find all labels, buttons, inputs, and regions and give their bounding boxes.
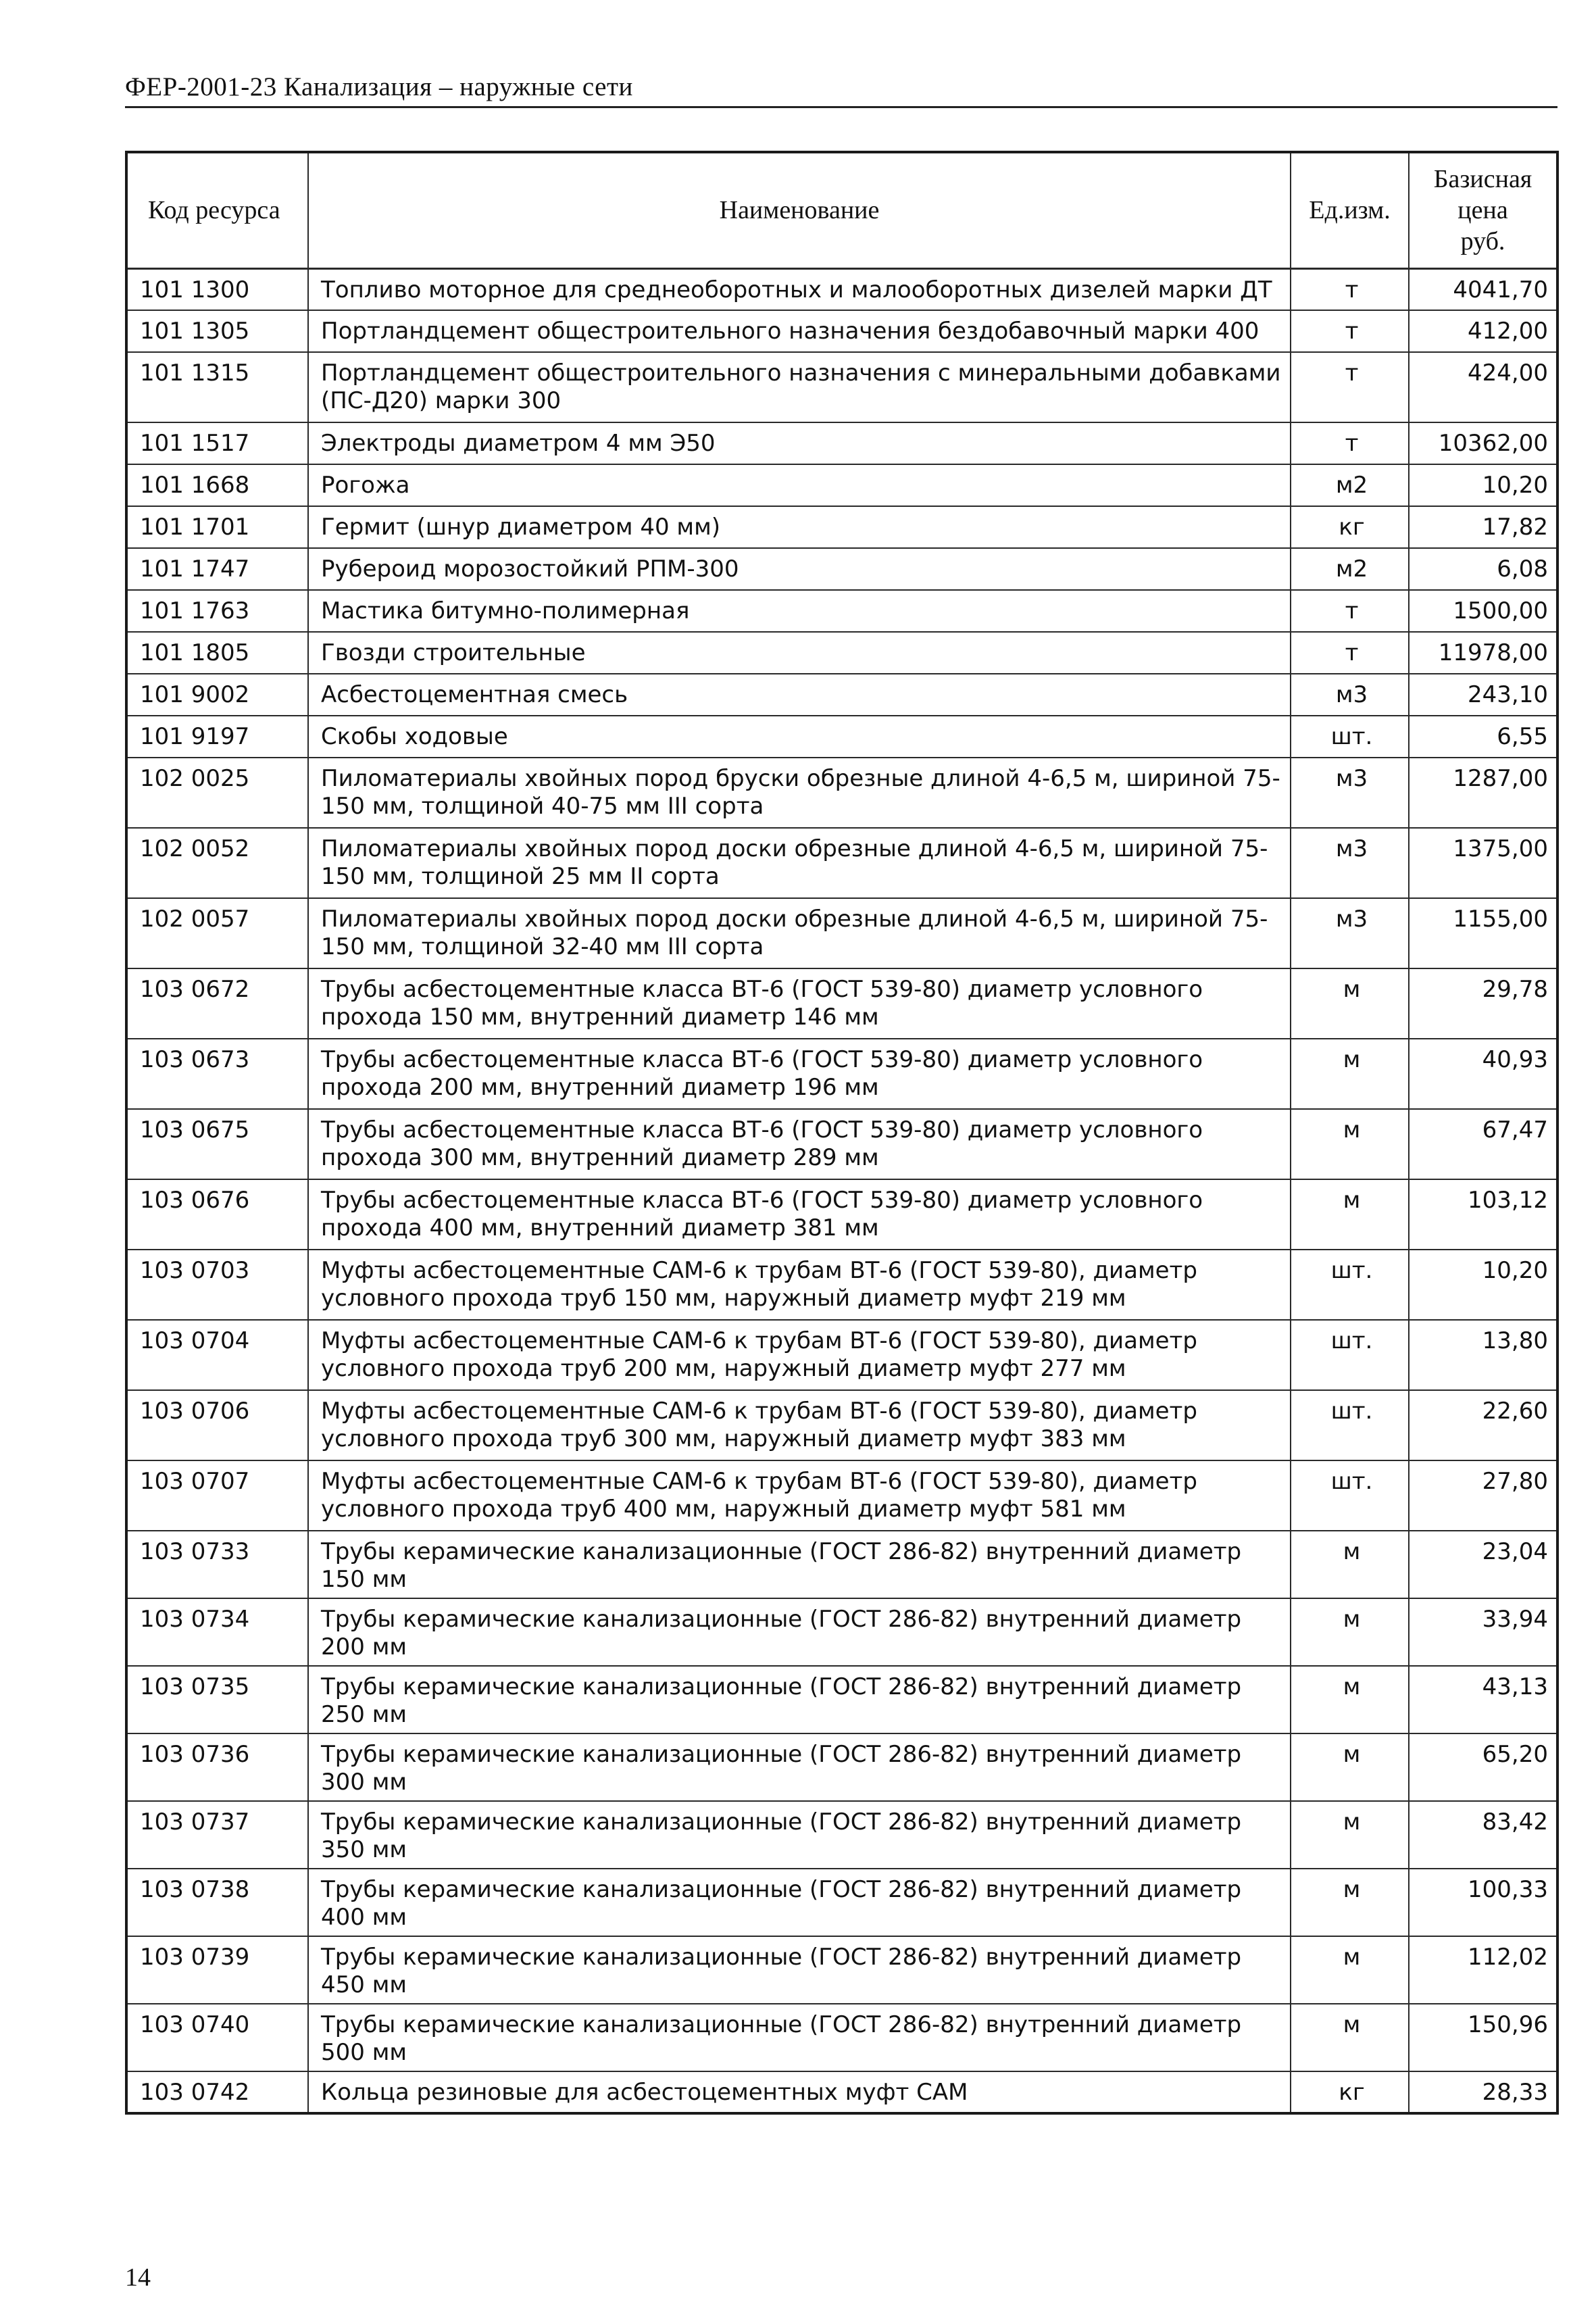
row-code: 102 0052 [126, 828, 308, 898]
row-code: 103 0675 [126, 1109, 308, 1179]
table-row [126, 422, 1557, 464]
row-name: Трубы асбестоцементные класса ВТ-6 (ГОСТ 539-80) диаметр условного прохода 300 мм, внутренний диаметр 289 мм [308, 1109, 1291, 1179]
row-name: Муфты асбестоцементные САМ-6 к трубам ВТ-6 (ГОСТ 539-80), диаметр условного прохода труб 400 мм, наружный диаметр муфт 581 мм [308, 1460, 1291, 1531]
row-code: 103 0737 [126, 1801, 308, 1869]
row-unit: м [1291, 968, 1409, 1039]
table-row [126, 548, 1557, 590]
resources-table [125, 151, 1559, 2115]
row-unit: м [1291, 1598, 1409, 1666]
row-price: 28,33 [1409, 2071, 1557, 2113]
row-price: 43,13 [1409, 1666, 1557, 1733]
table-row [126, 1179, 1557, 1250]
table-row [126, 506, 1557, 548]
row-price: 103,12 [1409, 1179, 1557, 1250]
row-price: 67,47 [1409, 1109, 1557, 1179]
row-unit: м [1291, 1179, 1409, 1250]
table-row [126, 898, 1557, 968]
row-unit: кг [1291, 506, 1409, 548]
row-price: 6,55 [1409, 716, 1557, 758]
row-name: Трубы керамические канализационные (ГОСТ 286-82) внутренний диаметр 350 мм [308, 1801, 1291, 1869]
row-unit: м [1291, 1801, 1409, 1869]
header-price [1409, 152, 1557, 268]
row-code: 101 1701 [126, 506, 308, 548]
header-price-line2: цена [1457, 196, 1508, 225]
row-code: 101 9197 [126, 716, 308, 758]
row-unit: м3 [1291, 758, 1409, 828]
row-code: 102 0057 [126, 898, 308, 968]
header-name: Наименование [308, 152, 1291, 268]
row-name: Муфты асбестоцементные САМ-6 к трубам ВТ-6 (ГОСТ 539-80), диаметр условного прохода труб 150 мм, наружный диаметр муфт 219 мм [308, 1250, 1291, 1320]
row-name: Пиломатериалы хвойных пород доски обрезные длиной 4-6,5 м, шириной 75-150 мм, толщиной 25 мм II сорта [308, 828, 1291, 898]
row-unit: т [1291, 590, 1409, 632]
row-code: 103 0706 [126, 1390, 308, 1460]
row-code: 103 0733 [126, 1531, 308, 1598]
row-unit: шт. [1291, 716, 1409, 758]
row-name: Муфты асбестоцементные САМ-6 к трубам ВТ-6 (ГОСТ 539-80), диаметр условного прохода труб 300 мм, наружный диаметр муфт 383 мм [308, 1390, 1291, 1460]
row-price: 83,42 [1409, 1801, 1557, 1869]
row-unit: м3 [1291, 674, 1409, 716]
row-price: 10,20 [1409, 1250, 1557, 1320]
row-unit: м2 [1291, 548, 1409, 590]
row-name: Трубы керамические канализационные (ГОСТ 286-82) внутренний диаметр 150 мм [308, 1531, 1291, 1598]
row-name: Гвозди строительные [308, 632, 1291, 674]
row-unit: шт. [1291, 1250, 1409, 1320]
row-name: Трубы керамические канализационные (ГОСТ 286-82) внутренний диаметр 250 мм [308, 1666, 1291, 1733]
table-row [126, 2004, 1557, 2071]
row-price: 1155,00 [1409, 898, 1557, 968]
row-code: 103 0734 [126, 1598, 308, 1666]
page-number: 14 [125, 2263, 151, 2292]
row-code: 101 1805 [126, 632, 308, 674]
row-code: 103 0736 [126, 1733, 308, 1801]
row-unit: м3 [1291, 828, 1409, 898]
table-row [126, 716, 1557, 758]
row-price: 29,78 [1409, 968, 1557, 1039]
row-unit: м [1291, 1869, 1409, 1936]
row-name: Рогожа [308, 464, 1291, 506]
row-price: 412,00 [1409, 310, 1557, 352]
table-row [126, 1733, 1557, 1801]
row-code: 102 0025 [126, 758, 308, 828]
row-code: 103 0707 [126, 1460, 308, 1531]
row-unit: м [1291, 1733, 1409, 1801]
table-row [126, 310, 1557, 352]
row-name: Трубы керамические канализационные (ГОСТ 286-82) внутренний диаметр 200 мм [308, 1598, 1291, 1666]
table-row [126, 1250, 1557, 1320]
row-price: 27,80 [1409, 1460, 1557, 1531]
row-name: Муфты асбестоцементные САМ-6 к трубам ВТ-6 (ГОСТ 539-80), диаметр условного прохода труб 200 мм, наружный диаметр муфт 277 мм [308, 1320, 1291, 1390]
row-code: 103 0704 [126, 1320, 308, 1390]
row-name: Трубы керамические канализационные (ГОСТ 286-82) внутренний диаметр 400 мм [308, 1869, 1291, 1936]
row-code: 101 1300 [126, 268, 308, 310]
row-price: 1287,00 [1409, 758, 1557, 828]
table-row [126, 632, 1557, 674]
row-code: 103 0672 [126, 968, 308, 1039]
table-row [126, 1039, 1557, 1109]
row-code: 103 0735 [126, 1666, 308, 1733]
row-code: 103 0676 [126, 1179, 308, 1250]
row-name: Асбестоцементная смесь [308, 674, 1291, 716]
row-name: Топливо моторное для среднеоборотных и малооборотных дизелей марки ДТ [308, 268, 1291, 310]
row-price: 13,80 [1409, 1320, 1557, 1390]
row-price: 10,20 [1409, 464, 1557, 506]
row-code: 103 0703 [126, 1250, 308, 1320]
row-price: 17,82 [1409, 506, 1557, 548]
row-code: 101 1747 [126, 548, 308, 590]
table-row [126, 464, 1557, 506]
table-row [126, 2071, 1557, 2113]
row-unit: м [1291, 1936, 1409, 2004]
table-row [126, 758, 1557, 828]
row-unit: т [1291, 422, 1409, 464]
row-price: 4041,70 [1409, 268, 1557, 310]
row-price: 1500,00 [1409, 590, 1557, 632]
row-code: 103 0673 [126, 1039, 308, 1109]
row-code: 103 0739 [126, 1936, 308, 2004]
row-unit: м [1291, 1531, 1409, 1598]
row-code: 101 1315 [126, 352, 308, 422]
table-row [126, 352, 1557, 422]
row-name: Гермит (шнур диаметром 40 мм) [308, 506, 1291, 548]
row-name: Трубы асбестоцементные класса ВТ-6 (ГОСТ 539-80) диаметр условного прохода 150 мм, внутренний диаметр 146 мм [308, 968, 1291, 1039]
row-unit: т [1291, 310, 1409, 352]
running-header: ФЕР-2001-23 Канализация – наружные сети [125, 72, 633, 101]
row-price: 10362,00 [1409, 422, 1557, 464]
header-code: Код ресурса [126, 152, 308, 268]
table-row [126, 268, 1557, 310]
row-price: 1375,00 [1409, 828, 1557, 898]
row-unit: м3 [1291, 898, 1409, 968]
row-name: Пиломатериалы хвойных пород бруски обрезные длиной 4-6,5 м, шириной 75-150 мм, толщиной 40-75 мм III сорта [308, 758, 1291, 828]
row-unit: м [1291, 1666, 1409, 1733]
table-row [126, 590, 1557, 632]
row-code: 103 0742 [126, 2071, 308, 2113]
row-unit: т [1291, 632, 1409, 674]
row-unit: м [1291, 1039, 1409, 1109]
table-row [126, 1666, 1557, 1733]
row-name: Трубы асбестоцементные класса ВТ-6 (ГОСТ 539-80) диаметр условного прохода 200 мм, внутренний диаметр 196 мм [308, 1039, 1291, 1109]
row-name: Мастика битумно-полимерная [308, 590, 1291, 632]
row-unit: м [1291, 1109, 1409, 1179]
row-unit: т [1291, 268, 1409, 310]
table-row [126, 674, 1557, 716]
row-price: 65,20 [1409, 1733, 1557, 1801]
row-name: Портландцемент общестроительного назначения бездобавочный марки 400 [308, 310, 1291, 352]
table-row [126, 1531, 1557, 1598]
row-name: Электроды диаметром 4 мм Э50 [308, 422, 1291, 464]
row-code: 101 1517 [126, 422, 308, 464]
row-name: Пиломатериалы хвойных пород доски обрезные длиной 4-6,5 м, шириной 75-150 мм, толщиной 32-40 мм III сорта [308, 898, 1291, 968]
row-name: Скобы ходовые [308, 716, 1291, 758]
table-row [126, 1460, 1557, 1531]
row-price: 22,60 [1409, 1390, 1557, 1460]
header-unit: Ед.изм. [1291, 152, 1409, 268]
header-rule [125, 106, 1557, 108]
table-row [126, 1801, 1557, 1869]
row-unit: т [1291, 352, 1409, 422]
row-price: 33,94 [1409, 1598, 1557, 1666]
table-row [126, 1320, 1557, 1390]
table-row [126, 828, 1557, 898]
row-unit: кг [1291, 2071, 1409, 2113]
row-price: 11978,00 [1409, 632, 1557, 674]
header-price-line1: Базисная [1433, 165, 1532, 194]
table-row [126, 968, 1557, 1039]
table-row [126, 1869, 1557, 1936]
row-unit: м2 [1291, 464, 1409, 506]
table-header-row [126, 152, 1557, 268]
row-price: 6,08 [1409, 548, 1557, 590]
row-code: 101 1668 [126, 464, 308, 506]
row-price: 243,10 [1409, 674, 1557, 716]
row-unit: м [1291, 2004, 1409, 2071]
row-name: Трубы асбестоцементные класса ВТ-6 (ГОСТ 539-80) диаметр условного прохода 400 мм, внутренний диаметр 381 мм [308, 1179, 1291, 1250]
row-code: 101 1763 [126, 590, 308, 632]
table-row [126, 1390, 1557, 1460]
row-code: 103 0740 [126, 2004, 308, 2071]
row-code: 101 1305 [126, 310, 308, 352]
row-name: Трубы керамические канализационные (ГОСТ 286-82) внутренний диаметр 500 мм [308, 2004, 1291, 2071]
row-unit: шт. [1291, 1390, 1409, 1460]
row-name: Трубы керамические канализационные (ГОСТ 286-82) внутренний диаметр 450 мм [308, 1936, 1291, 2004]
table-row [126, 1936, 1557, 2004]
row-name: Трубы керамические канализационные (ГОСТ 286-82) внутренний диаметр 300 мм [308, 1733, 1291, 1801]
row-code: 103 0738 [126, 1869, 308, 1936]
row-price: 424,00 [1409, 352, 1557, 422]
row-name: Портландцемент общестроительного назначения с минеральными добавками (ПС-Д20) марки 300 [308, 352, 1291, 422]
table-row [126, 1598, 1557, 1666]
row-price: 40,93 [1409, 1039, 1557, 1109]
row-name: Кольца резиновые для асбестоцементных муфт САМ [308, 2071, 1291, 2113]
row-name: Рубероид морозостойкий РПМ-300 [308, 548, 1291, 590]
row-price: 23,04 [1409, 1531, 1557, 1598]
table-row [126, 1109, 1557, 1179]
row-unit: шт. [1291, 1460, 1409, 1531]
row-code: 101 9002 [126, 674, 308, 716]
row-price: 100,33 [1409, 1869, 1557, 1936]
row-price: 150,96 [1409, 2004, 1557, 2071]
header-price-line3: руб. [1460, 227, 1505, 256]
row-unit: шт. [1291, 1320, 1409, 1390]
row-price: 112,02 [1409, 1936, 1557, 2004]
